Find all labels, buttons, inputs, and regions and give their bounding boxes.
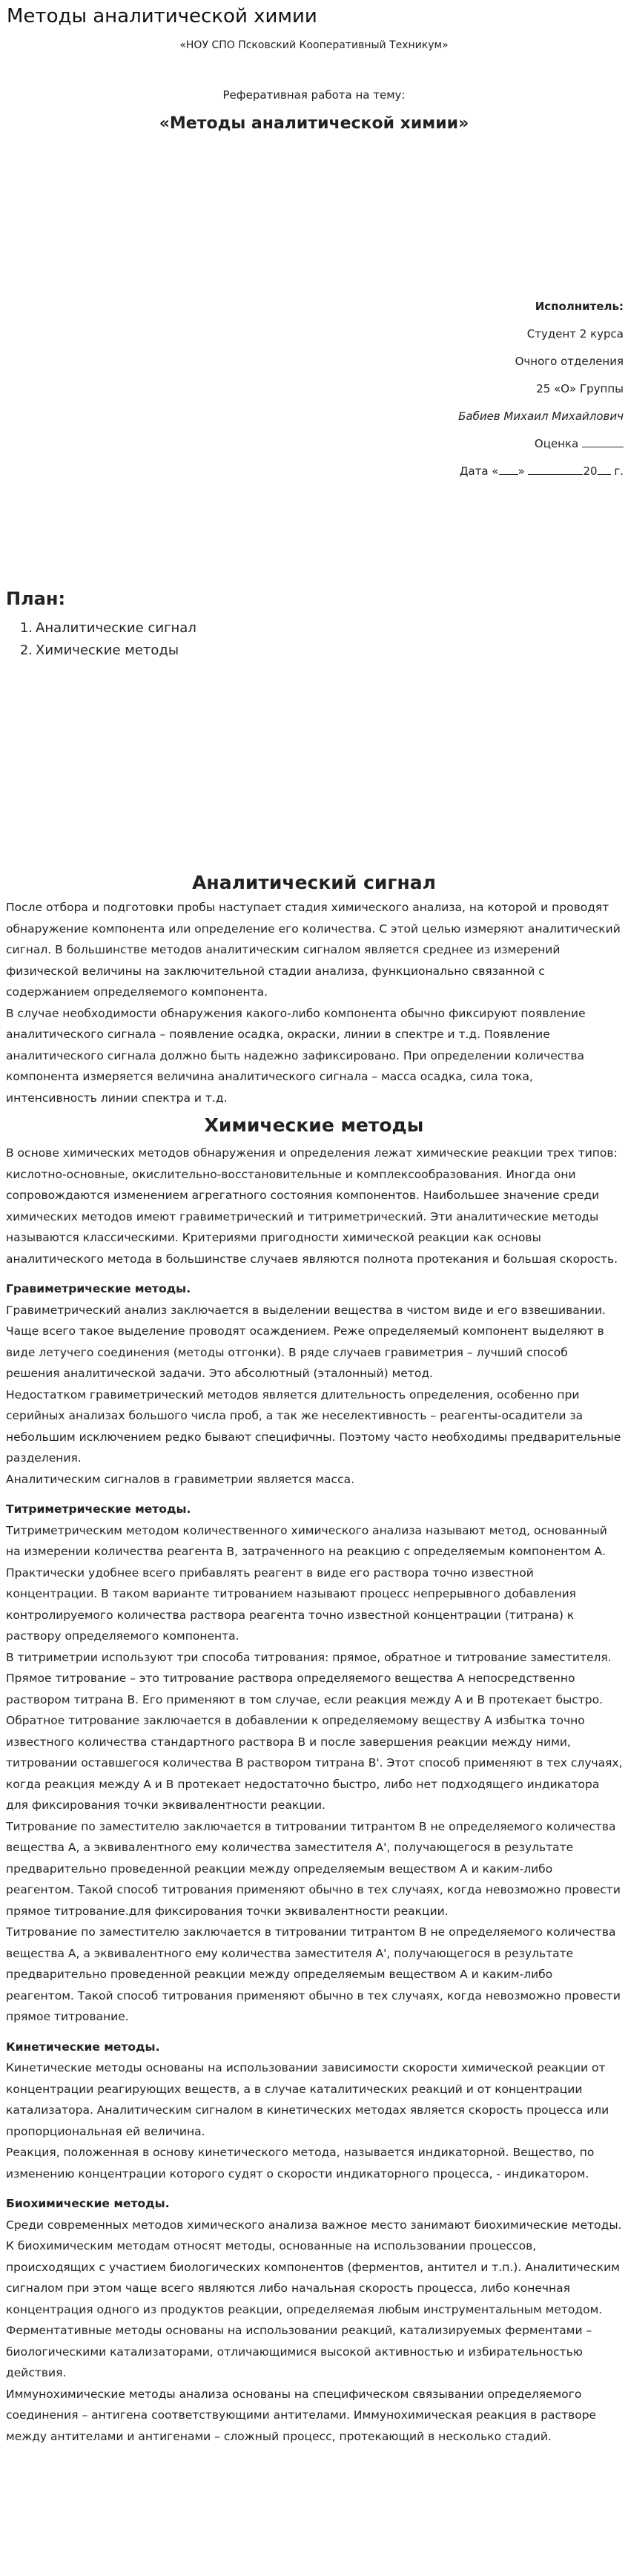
date-day-blank (499, 464, 518, 475)
plan-item (19, 640, 196, 662)
chemical-methods-body (6, 1143, 623, 2447)
titrimetric-heading: Титриметрические методы. (6, 1502, 191, 1516)
grade-label: Оценка (534, 437, 582, 450)
body-paragraph: Среди современных методов химического анализа важное место занимают биохимические методы. К биохимическим методам относят методы, основанные на использовании процессов, происходящих с участием биологических компонентов (ферментов, антител и т.п.). Аналитическим сигналом при этом чаще всего являются либо начальная скорость процесса, либо конечная концентрация одного из продуктов реакции, определяемая любым инструментальным методом. (6, 2218, 622, 2316)
plan-item (19, 617, 196, 640)
institution-name: «НОУ СПО Псковский Кооперативный Техникум» (179, 39, 449, 51)
body-paragraph: В случае необходимости обнаружения какого-либо компонента обычно фиксируют появление аналитического сигнала – появление осадка, окраски, линии в спектре и т.д. Появление аналитического сигнала должно быть надежно зафиксировано. При определении количества компонента измеряется величина аналитического сигнала – масса осадка, сила тока, интенсивность линии спектра и т.д. (6, 1006, 586, 1105)
grade-line (0, 430, 624, 458)
performer-label: Исполнитель: (535, 300, 624, 313)
body-paragraph: В титриметрии используют три способа титрования: прямое, обратное и титрование заместителя. (6, 1650, 612, 1664)
body-paragraph: После отбора и подготовки пробы наступает стадия химического анализа, на которой и проводят обнаружение компонента или определение его количества. С этой целью измеряют аналитический сигнал. В большинстве методов аналитическим сигналом является среднее из измерений физической величины на заключительной стадии анализа, функционально связанной с содержанием определяемого компонента. (6, 901, 621, 999)
chemical-methods-heading: Химические методы (204, 1114, 424, 1136)
plan-item-number: 1. (19, 620, 33, 636)
date-suffix: г. (610, 464, 624, 478)
body-paragraph: Ферментативные методы основаны на использовании реакций, катализируемых ферментами – биологическими катализаторами, отличающимися высокой активностью и избирательностью действия. (6, 2324, 592, 2379)
body-paragraph: Обратное титрование заключается в добавлении к определяемому веществу А избытка точно известного количества стандартного раствора В и после завершения реакции между ними, титровании оставшегося количества В раствором титрана В'. Этот способ применяют в тех случаях, когда реакция между А и В протекает недостаточно быстро, либо нет подходящего индикатора для фиксирования точки эквивалентности реакции. (6, 1714, 623, 1812)
date-year: 20 (583, 464, 598, 478)
kinetic-heading: Кинетические методы. (6, 2040, 160, 2054)
body-paragraph: Кинетические методы основаны на использовании зависимости скорости химической реакции от концентрации реагирующих веществ, а в случае каталитических реакций и от концентрации катализатора. Аналитическим сигналом в кинетических методах является скорость процесса или пропорциональная ей величина. (6, 2061, 609, 2138)
plan-item-label: Химические методы (36, 643, 179, 658)
grade-blank (582, 436, 624, 447)
body-paragraph: Недостатком гравиметрический методов является длительность определения, особенно при серийных анализах большого числа проб, а так же неселективность – реагенты-осадители за небольшим исключением редко бывают специфичны. Поэтому часто необходимы предварительные разделения. (6, 1387, 621, 1465)
plan-item-label: Аналитические сигнал (36, 620, 196, 636)
group-line: 25 «О» Группы (536, 382, 624, 395)
body-paragraph: Прямое титрование – это титрование раствора определяемого вещества А непосредственно раствором титрана В. Его применяют в том случае, если реакция между А и В протекает быстро. (6, 1672, 604, 1706)
body-paragraph: Титрование по заместителю заключается в титровании титрантом В не определяемого количества вещества А, а эквивалентного ему количества заместителя A', получающегося в результате предварительно проведенной реакции между определяемым веществом А и каким-либо реагентом. Такой способ титрования применяют обычно в тех случаях, когда невозможно провести прямое титрование. (6, 1925, 621, 2023)
body-paragraph: В основе химических методов обнаружения и определения лежат химические реакции трех типов: кислотно-основные, окислительно-восстановительные и комплексообразования. Иногда они сопровождаются изменением агрегатного состояния компонентов. Наибольшее значение среди химических методов имеют гравиметрический и титриметрический. Эти аналитические методы называются классическими. Критериями пригодности химической реакции как основы аналитического метода в большинстве случаев являются полнота протекания и большая скорость. (6, 1146, 618, 1266)
body-paragraph: Титриметрическим методом количественного химического анализа называют метод, основанный на измерении количества реагента В, затраченного на реакцию с определяемым компонентом А. Практически удобнее всего прибавлять реагент в виде его раствора точно известной концентрации. В таком варианте титрованием называют процесс непрерывного добавления контролируемого количества раствора реагента точно известной концентрации (титрана) к раствору определяемого компонента. (6, 1523, 607, 1643)
body-paragraph: Гравиметрический анализ заключается в выделении вещества в чистом виде и его взвешивании. Чаще всего такое выделение проводят осаждением. Реже определяемый компонент выделяют в виде летучего соединения (методы отгонки). В ряде случаев гравиметрия – лучший способ решения аналитической задачи. Это абсолютный (эталонный) метод. (6, 1303, 606, 1380)
department-line: Очного отделения (515, 355, 624, 368)
gravimetric-heading: Гравиметрические методы. (6, 1282, 191, 1295)
plan-item-number: 2. (19, 643, 33, 658)
page-title: Методы аналитической химии (7, 5, 317, 27)
date-line (0, 458, 624, 485)
body-paragraph: Реакция, положенная в основу кинетического метода, называется индикаторной. Вещество, по изменению концентрации которого судят о скорости индикаторного процесса, - индикатором. (6, 2146, 595, 2181)
plan-heading: План: (6, 588, 66, 609)
essay-note: Реферативная работа на тему: (222, 88, 406, 102)
date-month-blank (528, 464, 583, 475)
body-paragraph: Аналитическим сигналов в гравиметрии является масса. (6, 1472, 355, 1486)
author-block (0, 293, 628, 485)
student-line: Студент 2 курса (526, 327, 624, 341)
biochemical-heading: Биохимические методы. (6, 2197, 170, 2210)
body-paragraph: Титрование по заместителю заключается в титровании титрантом В не определяемого количества вещества А, а эквивалентного ему количества заместителя A', получающегося в результате предварительно проведенной реакции между определяемым веществом А и каким-либо реагентом. Такой способ титрования применяют обычно в тех случаях, когда невозможно провести прямое титрование.для фиксирования точки эквивалентности реакции. (6, 1819, 621, 1918)
analytical-signal-heading: Аналитический сигнал (192, 872, 436, 893)
analytical-signal-body (6, 897, 623, 1108)
date-prefix: Дата « (459, 464, 499, 478)
essay-title: «Методы аналитической химии» (159, 114, 469, 133)
date-mid: » (518, 464, 525, 478)
body-paragraph: Иммунохимические методы анализа основаны на специфическом связывании определяемого соединения – антигена соответствующими антителами. Иммунохимическая реакция в растворе между антителами и антигенами – сложный процесс, протекающий в несколько стадий. (6, 2387, 597, 2443)
plan-list (19, 617, 196, 662)
author-name: Бабиев Михаил Михайлович (458, 410, 624, 423)
date-year-blank (598, 464, 611, 475)
